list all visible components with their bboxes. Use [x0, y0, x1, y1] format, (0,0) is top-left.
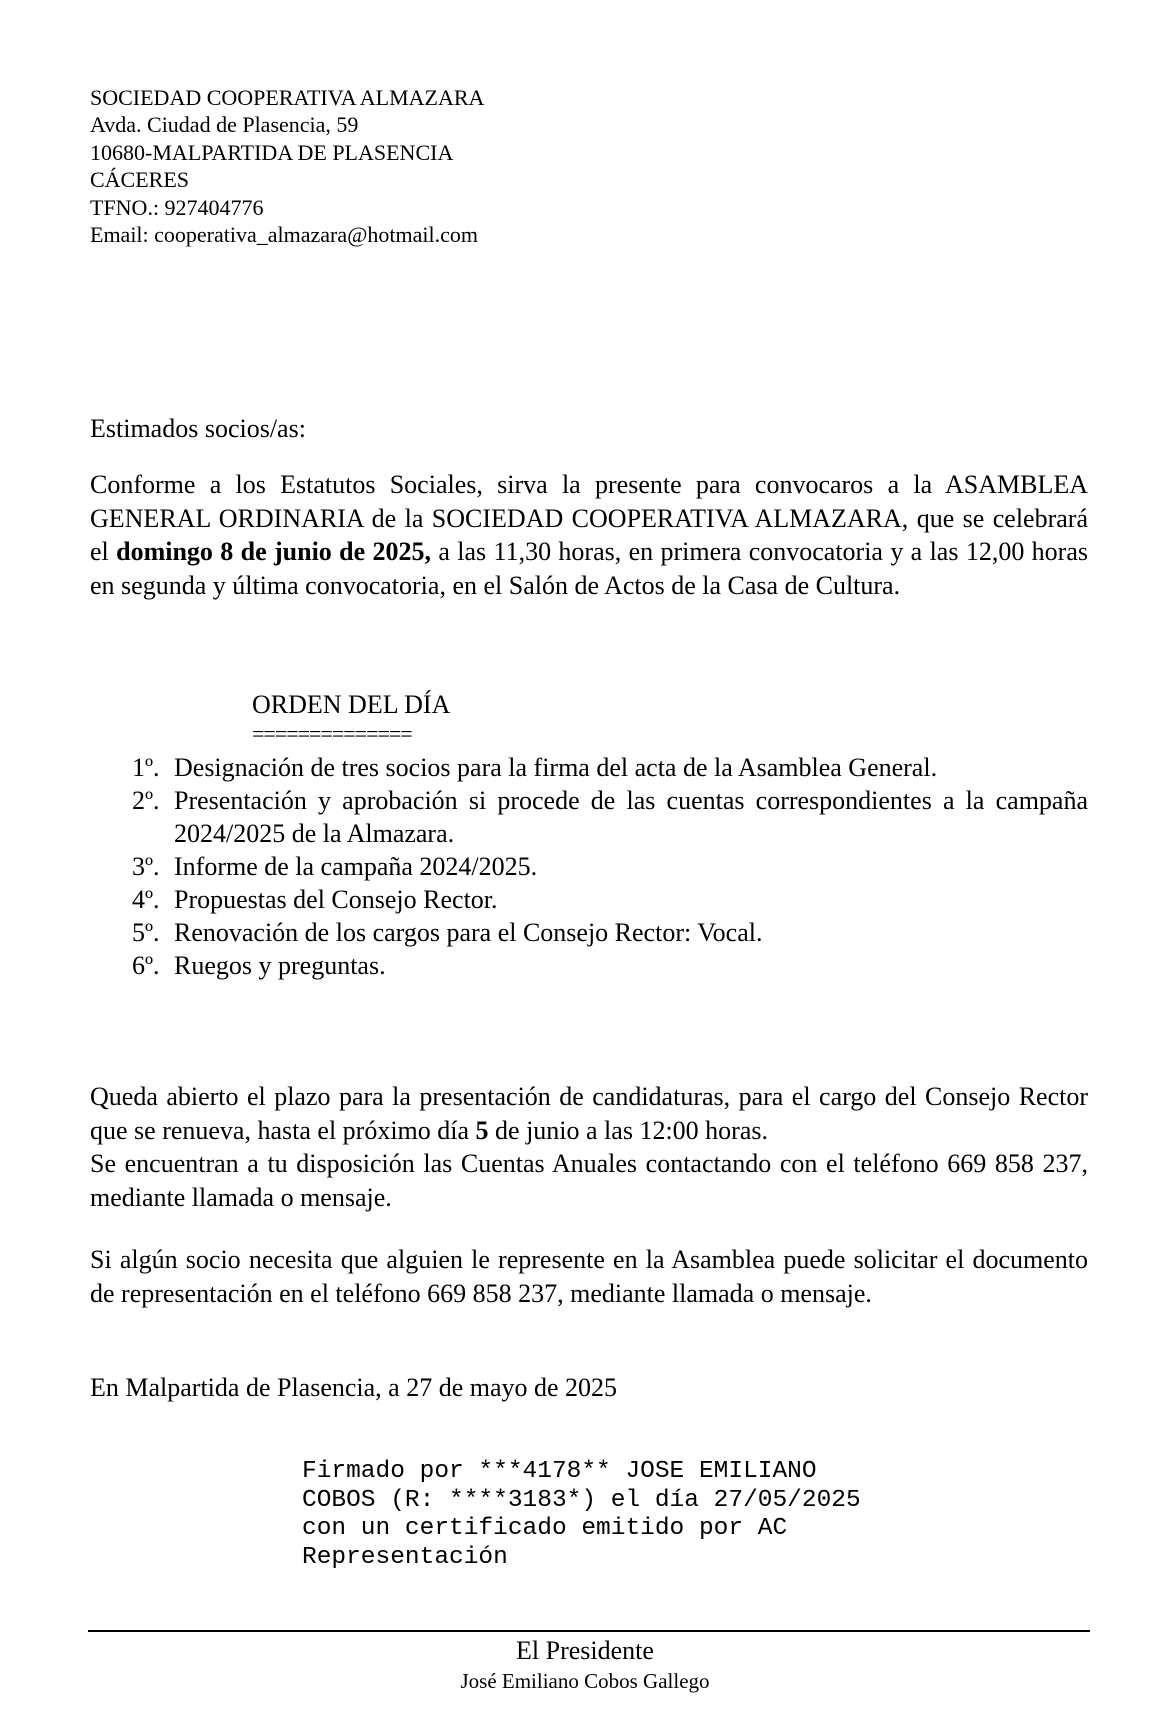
agenda-item-text: Propuestas del Consejo Rector.	[174, 885, 498, 914]
place-and-date: En Malpartida de Plasencia, a 27 de mayo de 2025	[90, 1373, 618, 1402]
signature-line-1: Firmado por ***4178** JOSE EMILIANO	[302, 1458, 817, 1485]
signature-divider	[88, 1630, 1090, 1632]
agenda-item-number: 6º.	[132, 951, 160, 980]
email-address: Email: cooperativa_almazara@hotmail.com	[90, 222, 478, 248]
agenda-title-underline: ==============	[252, 721, 412, 746]
signature-line-2: COBOS (R: ****3183*) el día 27/05/2025	[302, 1486, 861, 1514]
convocatoria-text-start: Conforme a los Estatutos Sociales, sirva la presente para convocaros a la ASAMBLEA GENERAL ORDINARIA de la SOCIEDAD COOPERATIVA ALMAZARA, que se celebrará el	[90, 470, 1088, 566]
agenda-item	[120, 883, 1088, 916]
agenda-item-number: 2º.	[132, 786, 160, 815]
signer-title: El Presidente	[516, 1636, 654, 1665]
agenda-item-text: Ruegos y preguntas.	[174, 951, 386, 980]
agenda-item	[120, 784, 1088, 850]
phone-number: TFNO.: 927404776	[90, 194, 264, 220]
candidaturas-text-start: Queda abierto el plazo para la presentación de candidaturas, para el cargo del Consejo Rector que se renueva, hasta el próximo día	[90, 1082, 1088, 1145]
cuentas-text: Se encuentran a tu disposición las Cuentas Anuales contactando con el teléfono 669 858 237, mediante llamada o mensaje.	[90, 1149, 1088, 1212]
representacion-paragraph: Si algún socio necesita que alguien le represente en la Asamblea puede solicitar el documento de representación en el teléfono 669 858 237, mediante llamada o mensaje.	[90, 1245, 1088, 1308]
province: CÁCERES	[90, 167, 190, 193]
agenda-title: ORDEN DEL DÍA	[252, 690, 451, 719]
organization-name: SOCIEDAD COOPERATIVA ALMAZARA	[90, 85, 485, 110]
agenda-item	[120, 751, 1088, 784]
agenda-item-number: 5º.	[132, 918, 160, 947]
agenda-item	[120, 949, 1088, 982]
convocatoria-text-end: a las 11,30 horas, en primera convocatoria y a las 12,00 horas en segunda y última convocatoria, en el Salón de Actos de la Casa de Cultura.	[90, 537, 1088, 600]
convocatoria-paragraph	[90, 468, 1088, 602]
candidaturas-text-end: de junio a las 12:00 horas.	[488, 1115, 768, 1145]
street-address: Avda. Ciudad de Plasencia, 59	[90, 112, 359, 138]
digital-signature-stamp	[302, 1458, 861, 1572]
agenda-item	[120, 850, 1088, 883]
agenda-item-text: Renovación de los cargos para el Consejo Rector: Vocal.	[174, 918, 763, 947]
agenda-item	[120, 916, 1088, 949]
agenda-list	[120, 751, 1088, 982]
sender-address-block	[90, 84, 484, 248]
signer-name: José Emiliano Cobos Gallego	[460, 1669, 710, 1693]
agenda-item-number: 1º.	[132, 753, 160, 782]
agenda-item-text: Informe de la campaña 2024/2025.	[174, 852, 538, 881]
signature-line-4: Representación	[302, 1543, 508, 1571]
agenda-item-number: 4º.	[132, 885, 160, 914]
candidaturas-paragraph	[90, 1080, 1088, 1214]
meeting-date: domingo 8 de junio de 2025,	[116, 537, 432, 566]
agenda-item-text: Designación de tres socios para la firma del acta de la Asamblea General.	[174, 753, 938, 782]
agenda-item-number: 3º.	[132, 852, 160, 881]
greeting: Estimados socios/as:	[90, 414, 306, 443]
signature-line-3: con un certificado emitido por AC	[302, 1515, 788, 1542]
agenda-item-text: Presentación y aprobación si procede de las cuentas correspondientes a la campaña 2024/2025 de la Almazara.	[174, 786, 1088, 848]
deadline-day: 5	[475, 1115, 489, 1145]
postal-city: 10680-MALPARTIDA DE PLASENCIA	[90, 139, 454, 165]
